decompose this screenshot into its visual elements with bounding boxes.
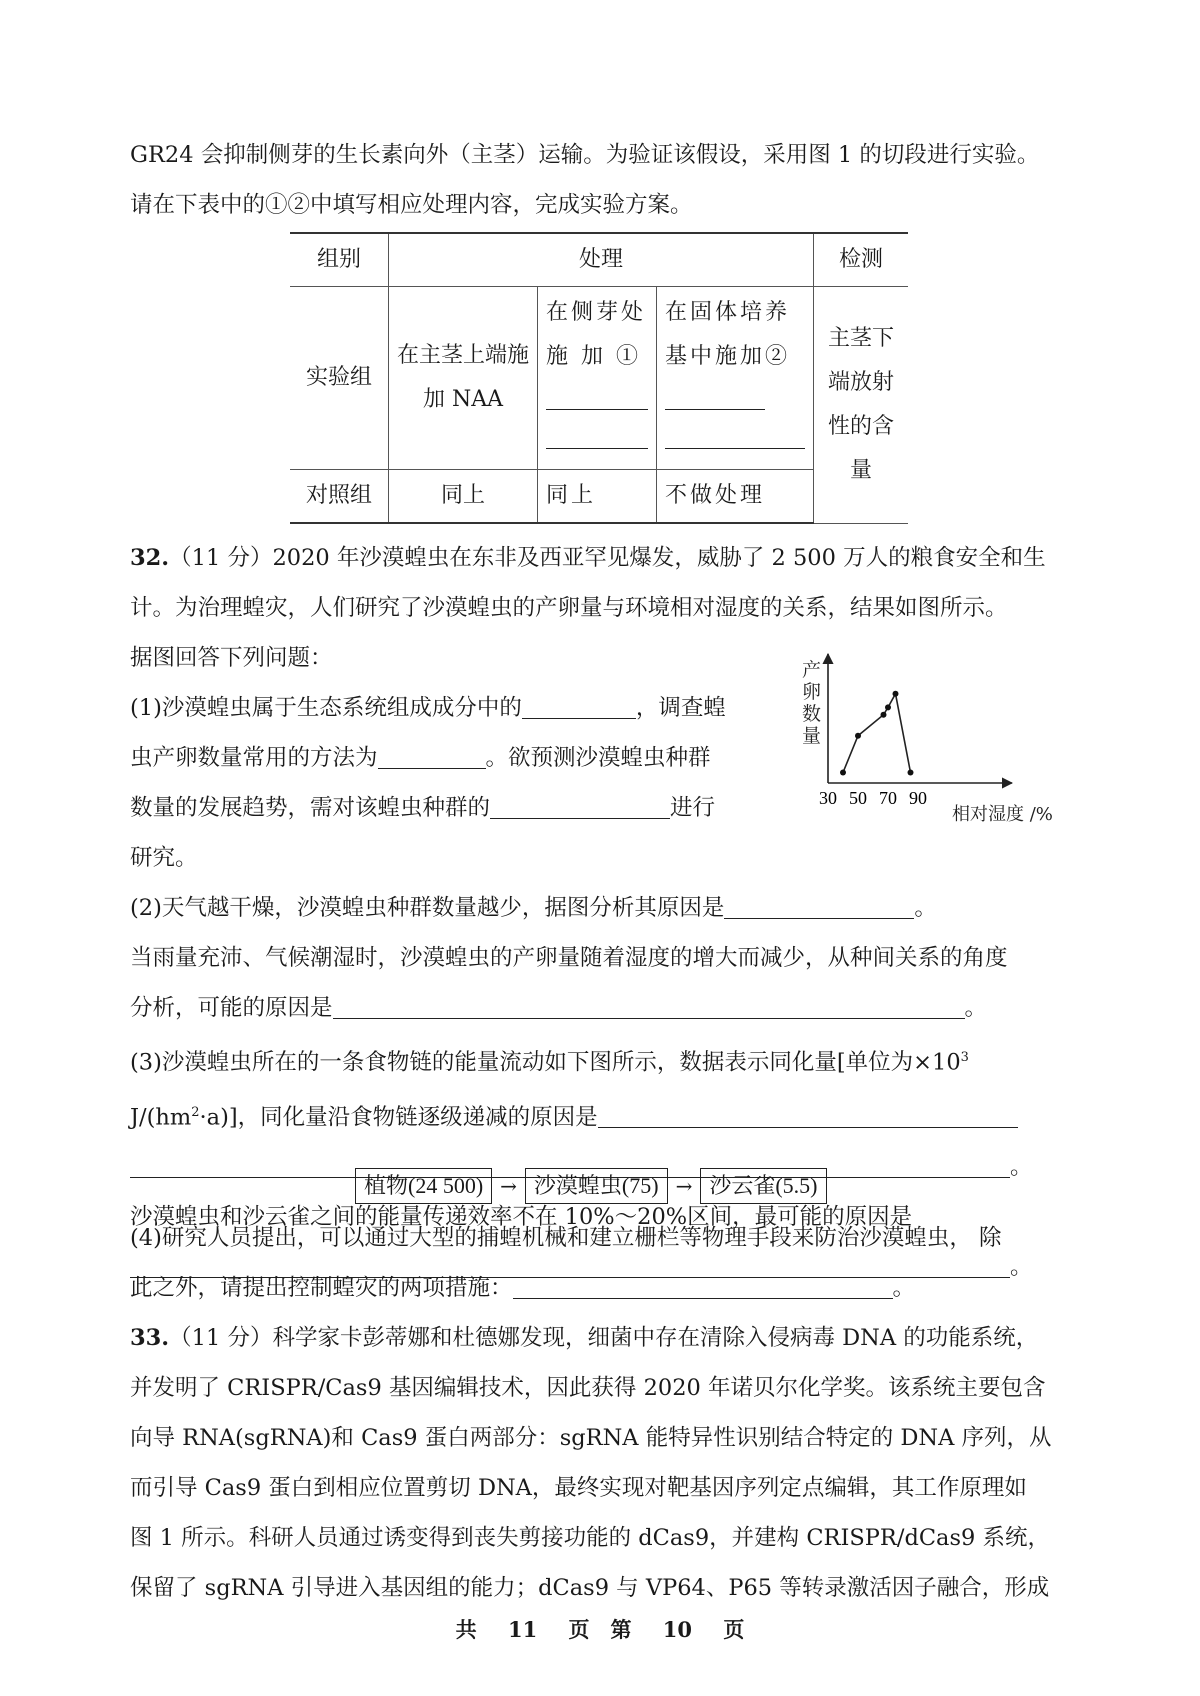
- q32-part3-line4: 沙漠蝗虫和沙云雀之间的能量传递效率不在 10%～20%区间，最可能的原因是: [130, 1204, 913, 1230]
- exp-detect: 主茎下端放射性的含量: [814, 287, 909, 524]
- q32-p3a: (3)沙漠蝗虫所在的一条食物链的能量流动如下图所示，数据表示同化量[单位为×10: [130, 1049, 961, 1076]
- food-chain-diagram: [355, 1168, 827, 1204]
- q32-p3-sup2: 2: [191, 1104, 200, 1120]
- q32-p1b: ，调查蝗: [635, 695, 726, 721]
- y-axis-label: 产卵数量: [802, 659, 822, 747]
- page-footer: 共 11 页 第 10 页: [455, 1617, 745, 1642]
- chain-node-plant: 植物(24 500): [355, 1168, 492, 1204]
- q32-line-1: [130, 533, 1082, 583]
- q32-line-3: 据图回答下列问题：: [130, 645, 333, 671]
- q32-p4c: 。: [892, 1275, 916, 1301]
- ctrl-group-name: 对照组: [290, 470, 389, 524]
- q32-p3c: ·a)]，同化量沿食物链逐级递减的原因是: [199, 1104, 598, 1130]
- question-32-part4: [130, 1213, 1082, 1313]
- q32-p3b: J/(hm: [130, 1104, 192, 1130]
- answer-blank-1a[interactable]: [546, 387, 648, 410]
- q32-part4-line2: [130, 1263, 1082, 1313]
- answer-blank[interactable]: [378, 746, 486, 769]
- q32-part3-line2: [130, 1088, 1082, 1143]
- header-treatment: 处理: [389, 233, 814, 287]
- data-point: [840, 770, 846, 776]
- ctrl-t1: 同上: [389, 470, 538, 524]
- q33-number: 33.: [130, 1325, 170, 1351]
- answer-blank-2b[interactable]: [665, 426, 805, 449]
- data-point: [855, 733, 861, 739]
- answer-blank-1b[interactable]: [546, 426, 648, 449]
- q32-p1a: (1)沙漠蝗虫属于生态系统组成成分中的: [130, 695, 522, 721]
- ctrl-t3: 不做处理: [657, 470, 814, 524]
- q32-p2b: 。: [914, 895, 937, 921]
- exp-t2-cell: [538, 287, 657, 470]
- header-detect: 检测: [814, 233, 909, 287]
- ctrl-t2: 同上: [538, 470, 657, 524]
- exp-t2: 在侧芽处施 加 ①: [546, 300, 647, 369]
- q33-line-3: 向导 RNA(sgRNA)和 Cas9 蛋白两部分：sgRNA 能特异性识别结合特定的 DNA 序列，从: [130, 1425, 1052, 1451]
- q32-part4-line1: (4)研究人员提出，可以通过大型的捕蝗机械和建立栅栏等物理手段来防治沙漠蝗虫， 除: [130, 1225, 1002, 1251]
- x-tick-label: 90: [909, 788, 927, 808]
- chain-node-locust: 沙漠蝗虫(75): [525, 1168, 668, 1204]
- data-point: [893, 691, 899, 697]
- answer-blank[interactable]: [333, 996, 965, 1019]
- intro-line-2: 请在下表中的①②中填写相应处理内容，完成实验方案。: [130, 192, 693, 218]
- q32-p1f: 进行: [670, 795, 716, 821]
- q32-part2-line3: [130, 983, 1082, 1033]
- answer-blank[interactable]: [724, 896, 914, 919]
- q33-line-5: 图 1 所示。科研人员通过诱变得到丧失剪接功能的 dCas9，并建构 CRISPR/dCas9 系统，: [130, 1525, 1050, 1551]
- q32-p1c: 虫产卵数量常用的方法为: [130, 745, 378, 771]
- q32-part1-line4: 研究。: [130, 845, 198, 871]
- data-point: [885, 704, 891, 710]
- header-group: 组别: [290, 233, 389, 287]
- exp-t3: 在固体培养基中施加②: [665, 300, 791, 369]
- q32-p3d: 。: [1010, 1154, 1033, 1180]
- q32-number: 32.: [130, 545, 170, 571]
- data-point: [881, 712, 887, 718]
- egg-count-humidity-chart: [796, 648, 1086, 823]
- exp-t1: 在主茎上端施加 NAA: [389, 287, 538, 470]
- q32-line-2: 计。为治理蝗灾，人们研究了沙漠蝗虫的产卵量与环境相对湿度的关系，结果如图所示。: [130, 595, 1008, 621]
- q32-part3-line1: [130, 1033, 1082, 1088]
- data-point: [908, 770, 914, 776]
- q32-p4b: 此之外，请提出控制蝗灾的两项措施：: [130, 1275, 513, 1301]
- chain-node-lark: 沙云雀(5.5): [700, 1168, 826, 1204]
- q32-text-1: （11 分）2020 年沙漠蝗虫在东非及西亚罕见爆发，威胁了 2 500 万人的粮食安全和生: [169, 545, 1046, 571]
- arrow-right-icon: →: [675, 1174, 693, 1198]
- q32-part2-line2: 当雨量充沛、气候潮湿时，沙漠蝗虫的产卵量随着湿度的增大而减少，从种间关系的角度: [130, 945, 1008, 971]
- experiment-table: [290, 232, 908, 524]
- table-row-experiment: [290, 287, 908, 470]
- answer-blank[interactable]: [513, 1276, 893, 1299]
- x-axis-label: 相对湿度 /%: [952, 804, 1053, 823]
- q32-p2d: 分析，可能的原因是: [130, 995, 333, 1021]
- q33-line-4: 而引导 Cas9 蛋白到相应位置剪切 DNA，最终实现对靶基因序列定点编辑，其工作原理如: [130, 1475, 1027, 1501]
- q32-p1d: 。欲预测沙漠蝗虫种群: [485, 745, 711, 771]
- table-header-row: [290, 233, 908, 287]
- q32-p3-sup: 3: [960, 1050, 969, 1065]
- document-page: [130, 130, 1082, 230]
- x-tick-label: 30: [819, 788, 837, 808]
- exp-t3-cell: [657, 287, 814, 470]
- x-tick-label: 70: [879, 788, 897, 808]
- q32-p3f: 。: [1010, 1254, 1033, 1280]
- q32-part2-line1: [130, 883, 1082, 933]
- series-line: [843, 694, 911, 773]
- exp-group-name: 实验组: [290, 287, 389, 470]
- x-tick-label: 50: [849, 788, 867, 808]
- q32-p2a: (2)天气越干燥，沙漠蝗虫种群数量越少，据图分析其原因是: [130, 895, 725, 921]
- answer-blank-2a[interactable]: [665, 387, 765, 410]
- q33-text-1: （11 分）科学家卡彭蒂娜和杜德娜发现，细菌中存在清除入侵病毒 DNA 的功能系统，: [169, 1325, 1039, 1351]
- q32-p1e: 数量的发展趋势，需对该蝗虫种群的: [130, 795, 491, 821]
- question-33: [130, 1313, 1082, 1613]
- answer-blank[interactable]: [522, 696, 636, 719]
- q32-p2e: 。: [964, 995, 988, 1021]
- q33-line-1: [130, 1313, 1082, 1363]
- arrow-right-icon: →: [500, 1174, 517, 1198]
- answer-blank[interactable]: [490, 796, 670, 819]
- q33-line-6: 保留了 sgRNA 引导进入基因组的能力；dCas9 与 VP64、P65 等转录激活因子融合，形成: [130, 1575, 1050, 1601]
- intro-line-1: GR24 会抑制侧芽的生长素向外（主茎）运输。为验证该假设，采用图 1 的切段进行实验。: [130, 142, 1040, 168]
- q33-line-2: 并发明了 CRISPR/Cas9 基因编辑技术，因此获得 2020 年诺贝尔化学奖。该系统主要包含: [130, 1375, 1046, 1401]
- answer-blank[interactable]: [598, 1105, 1018, 1128]
